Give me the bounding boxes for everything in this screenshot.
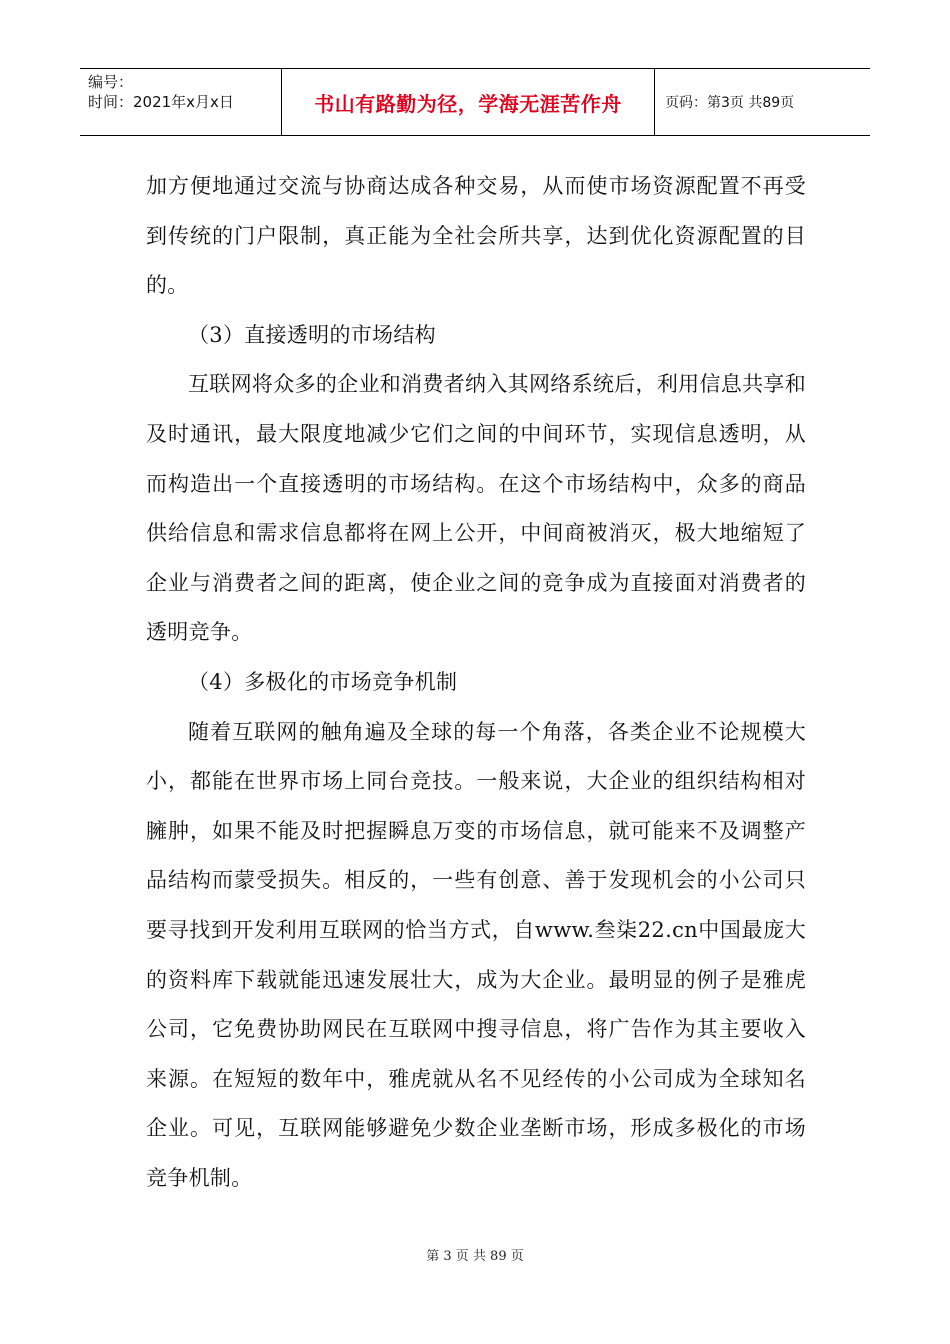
section-heading: （3）直接透明的市场结构: [188, 322, 436, 347]
header-page-cell: [655, 69, 870, 135]
document-number-label: 编号：: [88, 73, 134, 91]
document-date: 时间：2021年x月x日: [88, 93, 234, 111]
page-footer: 第 3 页 共 89 页: [426, 1249, 524, 1264]
section-heading: （4）多极化的市场竞争机制: [188, 669, 458, 694]
header-meta-cell: [80, 69, 282, 135]
body-paragraph: 加方便地通过交流与协商达成各种交易，从而使市场资源配置不再受到传统的门户限制，真正能为全社会所共享，达到优化资源配置的目的。: [146, 174, 806, 298]
document-body: [146, 162, 806, 1203]
body-paragraph: 互联网将众多的企业和消费者纳入其网络系统后，利用信息共享和及时通讯，最大限度地减少它们之间的中间环节，实现信息透明，从而构造出一个直接透明的市场结构。在这个市场结构中，众多的商品供给信息和需求信息都将在网上公开，中间商被消灭，极大地缩短了企业与消费者之间的距离，使企业之间的竞争成为直接面对消费者的透明竞争。: [146, 372, 806, 645]
page-header: [80, 68, 870, 136]
header-page-info: 页码：第3页 共89页: [665, 95, 795, 111]
header-motto-cell: [282, 69, 655, 135]
body-paragraph: 随着互联网的触角遍及全球的每一个角落，各类企业不论规模大小，都能在世界市场上同台竞技。一般来说，大企业的组织结构相对臃肿，如果不能及时把握瞬息万变的市场信息，就可能来不及调整产品结构而蒙受损失。相反的，一些有创意、善于发现机会的小公司只要寻找到开发利用互联网的恰当方式，自www.叁柒22.cn中国最庞大的资料库下载就能迅速发展壮大，成为大企业。最明显的例子是雅虎公司，它免费协助网民在互联网中搜寻信息，将广告作为其主要收入来源。在短短的数年中，雅虎就从名不见经传的小公司成为全球知名企业。可见，互联网能够避免少数企业垄断市场，形成多极化的市场竞争机制。: [146, 719, 806, 1190]
header-motto: 书山有路勤为径，学海无涯苦作舟: [314, 91, 622, 116]
